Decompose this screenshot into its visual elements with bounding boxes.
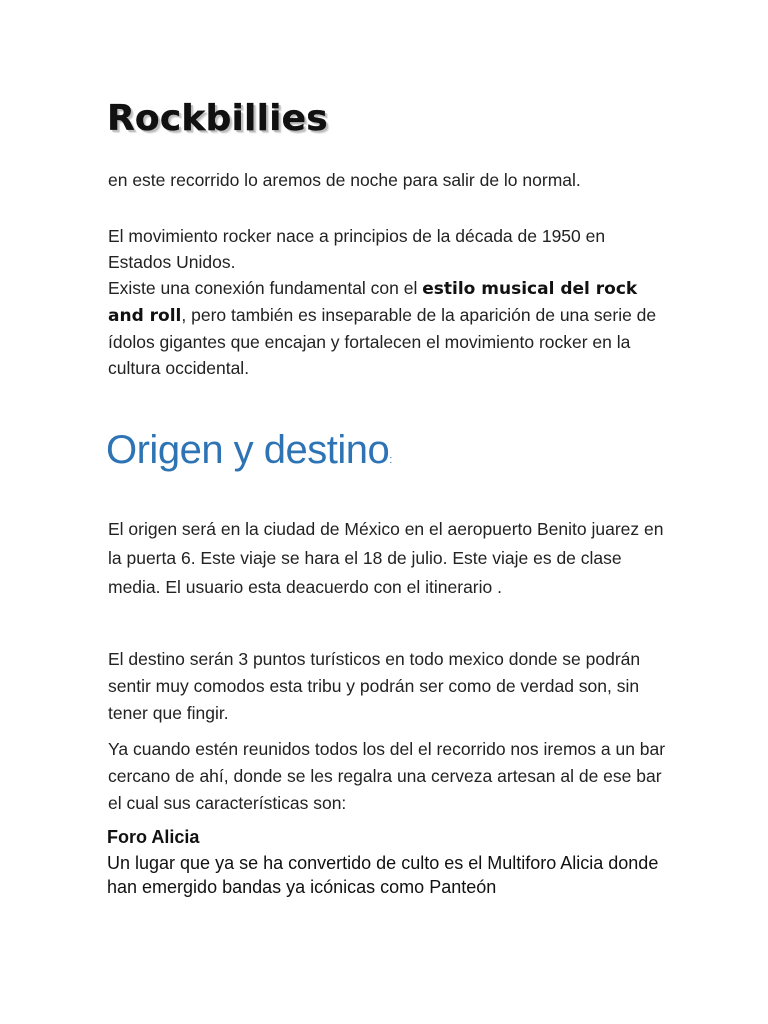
paragraph-rock-origin-post: , pero también es inseparable de la aparición de una serie de ídolos gigantes que encajan y fortalecen el movimiento rocker en la cultura occidental. bbox=[108, 305, 657, 378]
paragraph-bar: Ya cuando estén reunidos todos los del el recorrido nos iremos a un bar cercano de ahí, donde se les regalra una cerveza artesan al de ese bar el cual sus características son: bbox=[108, 739, 666, 813]
foro-alicia-title: Foro Alicia bbox=[107, 827, 200, 847]
intro-paragraph: en este recorrido lo aremos de noche para salir de lo normal. bbox=[108, 170, 581, 190]
foro-alicia-text: Un lugar que ya se ha convertido de culto es el Multiforo Alicia donde han emergido bandas ya icónicas como Panteón bbox=[107, 853, 659, 897]
document-title: Rockbillies bbox=[107, 98, 328, 139]
paragraph-rock-origin bbox=[108, 223, 668, 381]
paragraph-rock-origin-pre: Existe una conexión fundamental con el bbox=[108, 278, 423, 298]
paragraph-rock-origin-line1: El movimiento rocker nace a principios de la década de 1950 en Estados Unidos. bbox=[108, 226, 606, 272]
section-heading-text: Origen y destino bbox=[106, 428, 390, 472]
section-heading-colon: : bbox=[389, 454, 392, 466]
rock-and-roll-emphasis: estilo musical del rock and roll bbox=[108, 279, 638, 326]
paragraph-origin: El origen será en la ciudad de México en el aeropuerto Benito juarez en la puerta 6. Este viaje se hara el 18 de julio. Este viaje es de clase media. El usuario esta deacuerdo con el itinerario . bbox=[108, 519, 664, 597]
section-heading-origen-destino bbox=[106, 428, 392, 473]
paragraph-destination: El destino serán 3 puntos turísticos en todo mexico donde se podrán sentir muy comodos esta tribu y podrán ser como de verdad son, sin tener que fingir. bbox=[108, 649, 641, 723]
